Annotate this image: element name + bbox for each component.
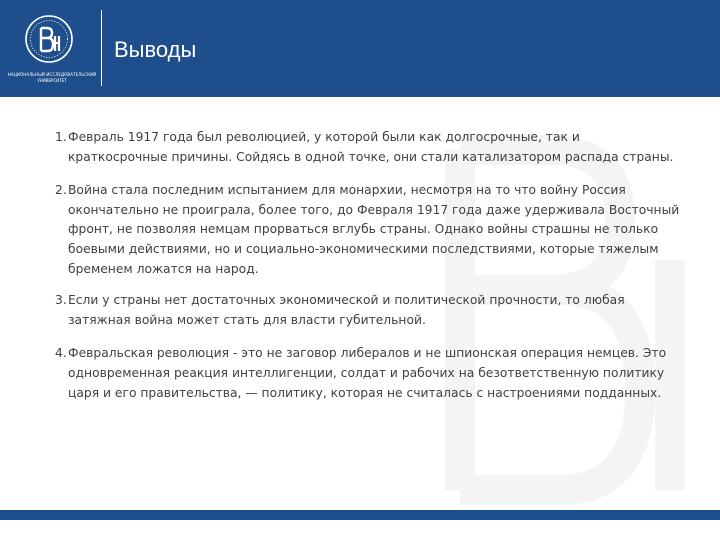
list-item-text: Февраль 1917 года был революцией, у которой были как долгосрочные, так и краткосрочные причины. Сойдясь в одной точке, они стали катализатором распада страны.	[68, 130, 674, 164]
logo-text-line2: УНИВЕРСИТЕТ	[37, 78, 67, 83]
footer-bar	[0, 510, 720, 520]
header-divider	[101, 10, 102, 86]
list-item	[55, 344, 680, 403]
list-item	[55, 291, 680, 330]
list-item	[55, 128, 680, 167]
list-item-text: Война стала последним испытанием для монархии, несмотря на то что войну Россия окончательно не проиграла, более того, до Февраля 1917 года даже удерживала Восточный фронт, не позволяя немцам прорваться вглубь страны. Однако войны страшны не только боевыми действиями, но и социально-экономическими последствиями, которые тяжелым бременем ложатся на народ.	[68, 183, 680, 276]
list-item-number: 1.	[55, 130, 67, 144]
list-item-text: Если у страны нет достаточных экономической и политической прочности, то любая затяжная война может стать для власти губительной.	[68, 293, 625, 327]
university-emblem-icon	[24, 14, 74, 64]
logo	[0, 0, 102, 97]
header-bar	[0, 0, 720, 97]
list-item-number: 2.	[55, 183, 67, 198]
list-item-text: Февральская революция - это не заговор либералов и не шпионская операция немцев. Это одновременная реакция интеллигенции, солдат и рабочих на безответственную политику царя и его правительства, — политику, которая не считалась с настроениями подданных.	[68, 346, 667, 400]
list-item-number: 4.	[55, 346, 67, 361]
slide-title: Выводы	[114, 37, 197, 62]
list-item	[55, 181, 680, 279]
list-item-number: 3.	[55, 293, 67, 308]
conclusions-list	[55, 128, 680, 417]
logo-text-line1: НАЦИОНАЛЬНЫЙ ИССЛЕДОВАТЕЛЬСКИЙ	[7, 72, 97, 77]
